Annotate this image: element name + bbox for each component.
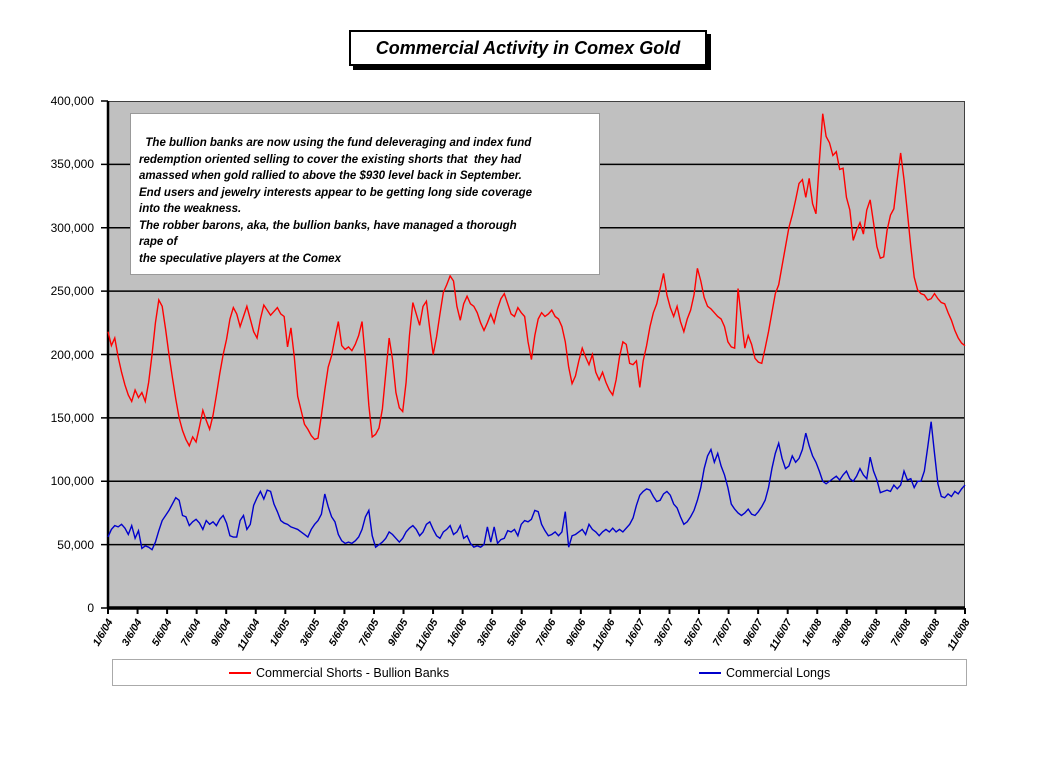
x-axis-label: 3/6/06 bbox=[474, 617, 500, 649]
annotation-box bbox=[130, 113, 600, 275]
x-axis-label: 5/6/08 bbox=[858, 617, 884, 649]
legend-label-commercial-longs: Commercial Longs bbox=[726, 665, 831, 680]
x-axis-label: 11/6/06 bbox=[590, 617, 618, 653]
legend-label-commercial-shorts: Commercial Shorts - Bullion Banks bbox=[256, 665, 450, 680]
legend-item-commercial-longs bbox=[699, 660, 830, 685]
x-axis-label: 9/6/08 bbox=[917, 617, 943, 649]
x-axis-label: 1/6/06 bbox=[445, 617, 471, 649]
blue-line-swatch bbox=[699, 672, 721, 674]
y-axis-label: 0 bbox=[87, 601, 94, 615]
x-axis-label: 1/6/07 bbox=[622, 617, 648, 649]
y-axis-label: 350,000 bbox=[50, 157, 94, 172]
y-axis-label: 300,000 bbox=[50, 220, 94, 235]
x-axis-label: 3/6/05 bbox=[297, 617, 323, 649]
x-axis-label: 7/6/08 bbox=[888, 617, 914, 649]
x-axis-label: 3/6/08 bbox=[829, 617, 855, 649]
y-axis-label: 200,000 bbox=[50, 347, 94, 362]
annotation-text: The bullion banks are now using the fund deleveraging and index fund redemption oriented selling to cover the existing shorts that they had amassed when gold rallied to above the $930 level back in September. End users and jewelry interests appear to be getting long side coverage into the weakness. The robber barons, aka, the bullion banks, have managed a thorough rape of the speculative players at the Comex bbox=[139, 137, 533, 265]
x-axis-label: 9/6/07 bbox=[740, 617, 766, 649]
x-axis-label: 5/6/04 bbox=[149, 617, 175, 649]
legend-item-commercial-shorts bbox=[229, 660, 449, 685]
x-axis-label: 5/6/05 bbox=[326, 617, 352, 649]
x-axis-label: 7/6/07 bbox=[710, 617, 736, 649]
x-axis-label: 1/6/04 bbox=[90, 617, 116, 649]
x-axis-label: 11/6/07 bbox=[767, 617, 796, 653]
y-axis-label: 150,000 bbox=[50, 410, 94, 425]
chart-title: Commercial Activity in Comex Gold bbox=[375, 37, 681, 58]
x-axis-label: 9/6/05 bbox=[385, 617, 411, 649]
x-axis-label: 3/6/04 bbox=[119, 617, 145, 649]
commercial-longs-line bbox=[108, 422, 965, 550]
x-axis-label: 1/6/08 bbox=[799, 617, 825, 649]
x-axis-label: 5/6/07 bbox=[681, 617, 707, 649]
x-axis-label: 7/6/06 bbox=[533, 617, 559, 649]
x-axis-label: 11/6/04 bbox=[235, 617, 264, 653]
legend bbox=[112, 659, 967, 686]
x-axis-label: 7/6/04 bbox=[179, 617, 205, 649]
red-line-swatch bbox=[229, 672, 251, 674]
x-axis-label: 5/6/06 bbox=[504, 617, 530, 649]
y-axis-label: 250,000 bbox=[50, 284, 94, 299]
x-axis-label: 1/6/05 bbox=[267, 617, 293, 649]
x-axis-label: 11/6/05 bbox=[412, 617, 441, 653]
y-axis-label: 50,000 bbox=[57, 537, 94, 552]
x-axis-label: 7/6/05 bbox=[356, 617, 382, 649]
x-axis-label: 9/6/06 bbox=[563, 617, 589, 649]
y-axis-label: 400,000 bbox=[50, 94, 94, 108]
chart-title-box bbox=[349, 30, 707, 66]
x-axis-label: 11/6/08 bbox=[944, 617, 973, 653]
y-axis-label: 100,000 bbox=[50, 474, 94, 489]
x-axis-label: 3/6/07 bbox=[651, 617, 677, 649]
x-axis-label: 9/6/04 bbox=[208, 617, 234, 649]
